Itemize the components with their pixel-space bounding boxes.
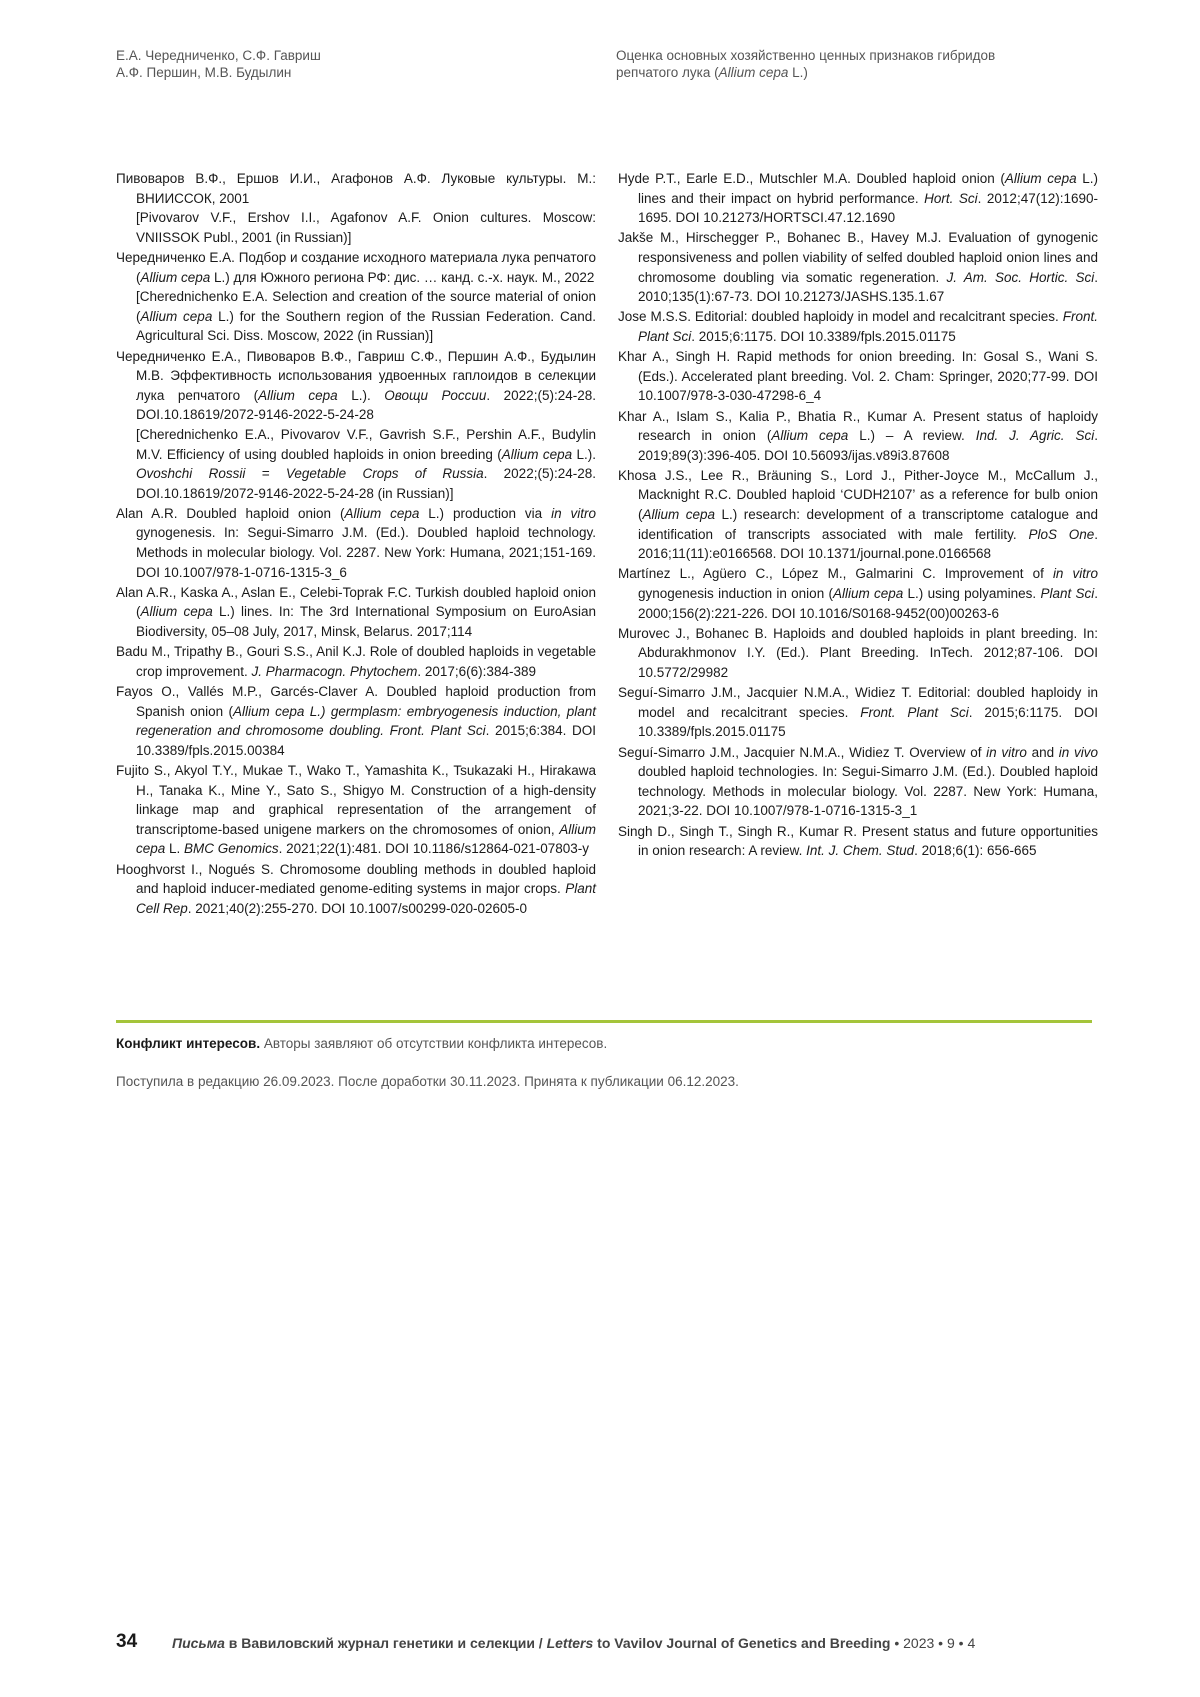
italic-text-segment: Ovoshchi Rossii = Vegetable Crops of Russia: [136, 466, 484, 482]
italic-text-segment: Allium cepa: [771, 428, 849, 444]
text-segment: . 2019;89(3):396-405. DOI 10.56093/ijas.v89i3.87608: [638, 428, 1098, 463]
reference-text: [618, 822, 1098, 861]
journal-name-segment: в Вавиловский журнал генетики и селекции /: [224, 1635, 547, 1651]
italic-text-segment: Allium cepa: [832, 586, 904, 602]
reference-text: [618, 683, 1098, 742]
text-segment: Fayos O., Vallés M.P., Garcés-Claver A. Doubled haploid production from Spanish onion (: [116, 684, 596, 719]
reference-entry: [116, 682, 596, 760]
italic-text-segment: Allium cepa: [136, 821, 596, 857]
reference-entry: [116, 761, 596, 859]
text-segment: and: [1026, 744, 1059, 760]
text-segment: Jakše M., Hirschegger P., Bohanec B., Havey M.J. Evaluation of gynogenic responsiveness and pollen viability of selfed doubled haploid onion lines and chromosome doubling via somatic regeneration.: [618, 230, 1098, 285]
journal-name-segment: Письма: [172, 1635, 225, 1651]
reference-entry: [618, 228, 1098, 306]
text-segment: . 2021;40(2):255-270. DOI 10.1007/s00299-020-02605-0: [187, 900, 528, 916]
italic-text-segment: Allium cepa: [140, 269, 211, 285]
text-segment: Чередниченко Е.А. Подбор и создание исходного материала лука репчатого (: [116, 249, 596, 285]
journal-name-segment: Letters: [546, 1635, 594, 1651]
text-segment: Khar A., Islam S., Kalia P., Bhatia R., Kumar A. Present status of haploidy research in onion (: [618, 408, 1098, 444]
italic-text-segment: Front. Plant Sci: [638, 309, 1098, 344]
text-segment: L.) – A review.: [848, 428, 976, 444]
conflict-of-interest: [116, 1034, 1092, 1053]
text-segment: репчатого лука (: [616, 65, 719, 80]
received-dates: Поступила в редакцию 26.09.2023. После доработки 30.11.2023. Принята к публикации 06.12.2023.: [116, 1074, 739, 1089]
text-segment: . 2018;6(1): 656-665: [914, 843, 1037, 859]
italic-text-segment: Овощи России: [384, 387, 487, 403]
text-segment: L.).: [337, 387, 385, 403]
text-segment: [Pivovarov V.F., Ershov I.I., Agafonov A.F. Onion cultures. Moscow: VNIISSOK Publ., 2001 (in Russian)]: [136, 210, 596, 245]
text-segment: . 2017;6(6):384-389: [417, 663, 536, 679]
reference-entry: [618, 624, 1098, 683]
reference-translation: [136, 208, 596, 247]
text-segment: Khar A., Singh H. Rapid methods for onion breeding. In: Gosal S., Wani S. (Eds.). Accelerated plant breeding. Vol. 2. Cham: Springer, 2020;77-99. DOI 10.1007/978-3-030-47298-6_4: [618, 349, 1098, 404]
italic-text-segment: BMC Genomics: [184, 841, 279, 857]
references-left-column: [116, 169, 596, 919]
reference-text: [618, 564, 1099, 623]
text-segment: Hyde P.T., Earle E.D., Mutschler M.A. Doubled haploid onion (: [618, 171, 1005, 186]
reference-text: [116, 583, 597, 642]
references-right-column: [618, 169, 1098, 861]
reference-entry: [116, 504, 596, 582]
header-authors-line: А.Ф. Першин, М.В. Будылин: [116, 65, 292, 80]
text-segment: gynogenesis. In: Segui-Simarro J.M. (Ed.). Doubled haploid technology. Methods in molecular biology. Vol. 2287. New York: Humana, 2021;151-169. DOI 10.1007/978-1-0716-1315-3_6: [136, 525, 596, 580]
text-segment: Оценка основных хозяйственно ценных признаков гибридов: [616, 48, 996, 63]
text-segment: Fujito S., Akyol T.Y., Mukae T., Wako T., Yamashita K., Tsukazaki H., Hirakawa H., Tanaka K., Mine Y., Sato S., Shigyo M. Construction of a high-density linkage map and graphical representation of the arrangement of transcriptome-based unigene markers on the chromosomes of onion,: [116, 762, 596, 837]
conflict-label: Конфликт интересов.: [116, 1036, 261, 1051]
text-segment: Badu M., Tripathy B., Gouri S.S., Anil K.J. Role of doubled haploids in vegetable crop improvement.: [116, 644, 596, 679]
italic-text-segment: in vitro: [986, 744, 1027, 760]
reference-text: [116, 248, 596, 287]
header-article-title: [616, 47, 1092, 81]
text-segment: L.) for the Southern region of the Russian Federation. Cand. Agricultural Sci. Diss. Moscow, 2022 (in Russian)]: [136, 308, 596, 344]
italic-text-segment: PloS One: [1028, 526, 1095, 542]
page-number: 34: [116, 1631, 138, 1652]
reference-text: [618, 466, 1098, 564]
reference-entry: [618, 407, 1098, 466]
text-segment: Murovec J., Bohanec B. Haploids and doubled haploids in plant breeding. In: Abdurakhmonov I.Y. (Ed.). Plant Breeding. InTech. 2012;87-106. DOI 10.5772/29982: [618, 625, 1098, 680]
text-segment: L.): [788, 65, 808, 80]
text-segment: Singh D., Singh T., Singh R., Kumar R. Present status and future opportunities in onion research: A review.: [618, 823, 1098, 859]
text-segment: . 2015;6:384. DOI 10.3389/fpls.2015.00384: [136, 723, 596, 758]
reference-entry: [116, 860, 596, 919]
italic-text-segment: J. Pharmacogn. Phytochem: [251, 663, 418, 679]
italic-text-segment: Ind. J. Agric. Sci: [975, 428, 1095, 444]
reference-text: [618, 347, 1098, 406]
text-segment: . 2015;6:1175. DOI 10.3389/fpls.2015.01175: [638, 704, 1098, 740]
reference-entry: [618, 347, 1098, 406]
text-segment: L.).: [572, 446, 596, 462]
reference-text: [116, 347, 596, 425]
text-segment: [Cherednichenko E.A., Pivovarov V.F., Gavrish S.F., Pershin A.F., Budylin M.V. Efficiency of using doubled haploids in onion breeding (: [136, 426, 596, 462]
italic-text-segment: in vitro: [1052, 566, 1099, 582]
text-segment: Hooghvorst I., Nogués S. Chromosome doubling methods in doubled haploid and haploid inducer-mediated genome-editing systems in major crops.: [116, 861, 596, 897]
header-authors: [116, 47, 596, 81]
italic-text-segment: Allium cepa: [718, 65, 789, 80]
text-segment: . 2022;(5):24-28. DOI.10.18619/2072-9146-2022-5-24-28: [136, 387, 596, 423]
italic-text-segment: Allium cepa: [258, 387, 338, 403]
conflict-text: Авторы заявляют об отсутствии конфликта интересов.: [260, 1036, 608, 1051]
text-segment: L.) production via: [419, 505, 552, 521]
text-segment: Пивоваров В.Ф., Ершов И.И., Агафонов А.Ф. Луковые культуры. М.: ВНИИССОК, 2001: [116, 171, 596, 206]
reference-text: [116, 504, 597, 582]
reference-entry: [618, 466, 1098, 564]
text-segment: . 2015;6:1175. DOI 10.3389/fpls.2015.01175: [691, 328, 956, 344]
italic-text-segment: Front. Plant Sci: [860, 704, 969, 720]
header-title-line: [616, 64, 1092, 81]
reference-text: [116, 169, 596, 208]
reference-entry: [116, 583, 596, 642]
italic-text-segment: Plant Cell Rep: [136, 881, 596, 916]
text-segment: Martínez L., Agüero C., López M., Galmarini C. Improvement of: [618, 566, 1053, 582]
text-segment: . 2021;22(1):481. DOI 10.1186/s12864-021-07803-y: [278, 841, 590, 857]
reference-entry: [618, 307, 1098, 346]
text-segment: Seguí-Simarro J.M., Jacquier N.M.A., Widiez T. Overview of: [618, 744, 987, 760]
reference-entry: [618, 743, 1098, 821]
text-segment: Jose M.S.S. Editorial: doubled haploidy in model and recalcitrant species.: [618, 309, 1063, 325]
italic-text-segment: Allium cepa L.) germplasm: embryogenesis induction, plant regeneration and chromosome doubling. Front. Plant Sci: [136, 703, 596, 739]
italic-text-segment: Allium cepa: [1004, 171, 1077, 186]
reference-entry: [116, 347, 596, 504]
reference-entry: [618, 683, 1098, 742]
italic-text-segment: Int. J. Chem. Stud: [806, 843, 915, 859]
italic-text-segment: Allium cepa: [344, 505, 420, 521]
text-segment: doubled haploid technologies. In: Segui-Simarro J.M. (Ed.). Doubled haploid technology. Methods in molecular biology. Vol. 2287. New York: Humana, 2021;3-22. DOI 10.1007/978-1-0716-1315-3_1: [638, 764, 1098, 819]
text-segment: L.) research: development of a transcriptome catalogue and identification of transcripts associated with male fertility.: [638, 507, 1098, 542]
text-segment: Alan A.R., Kaska A., Aslan E., Celebi-Toprak F.C. Turkish doubled haploid onion (: [116, 584, 596, 620]
text-segment: Чередниченко Е.А., Пивоваров В.Ф., Гавриш С.Ф., Першин А.Ф., Будылин М.В. Эффективность использования удвоенных гаплоидов в селекции лука репчатого (: [116, 348, 596, 403]
italic-text-segment: in vitro: [551, 505, 597, 521]
text-segment: . 2010;135(1):67-73. DOI 10.21273/JASHS.135.1.67: [638, 269, 1098, 305]
text-segment: . 2000;156(2):221-226. DOI 10.1016/S0168-9452(00)00263-6: [638, 586, 1098, 621]
reference-entry: [116, 642, 596, 681]
reference-translation: [136, 287, 596, 346]
journal-name-segment: • 2023 • 9 • 4: [890, 1635, 976, 1651]
reference-text: [116, 761, 596, 859]
reference-text: [116, 860, 596, 919]
italic-text-segment: Allium cepa: [140, 308, 213, 324]
reference-entry: [618, 564, 1098, 623]
text-segment: L.) using polyamines.: [903, 586, 1041, 602]
italic-text-segment: Hort. Sci: [924, 190, 978, 206]
reference-entry: [618, 169, 1098, 228]
text-segment: Khosa J.S., Lee R., Bräuning S., Lord J., Pither-Joyce M., McCallum J., Macknight R.C. Doubled haploid ‘CUDH2107’ as a reference for bulb onion (: [618, 467, 1098, 523]
journal-name: [172, 1634, 975, 1652]
italic-text-segment: Allium cepa: [140, 604, 213, 620]
journal-name-segment: to Vavilov Journal of Genetics and Breeding: [593, 1635, 891, 1651]
reference-entry: [116, 248, 596, 346]
text-segment: [Cherednichenko E.A. Selection and creation of the source material of onion (: [136, 289, 596, 324]
reference-text: [618, 743, 1099, 821]
italic-text-segment: J. Am. Soc. Hortic. Sci: [946, 269, 1095, 285]
section-divider: [116, 1020, 1092, 1023]
reference-entry: [618, 822, 1098, 861]
text-segment: L.) lines and their impact on hybrid performance.: [638, 171, 1099, 206]
reference-text: [618, 228, 1098, 306]
italic-text-segment: Plant Sci: [1040, 586, 1095, 602]
reference-translation: [136, 425, 596, 503]
header-title-line: [616, 47, 1092, 64]
header-authors-line: Е.А. Чередниченко, С.Ф. Гавриш: [116, 48, 321, 63]
reference-entry: [116, 169, 596, 247]
reference-text: [116, 682, 596, 760]
text-segment: L.) lines. In: The 3rd International Symposium on EuroAsian Biodiversity, 05–08 July, 2017, Minsk, Belarus. 2017;114: [136, 604, 597, 640]
page-footer: [116, 1630, 1092, 1654]
reference-text: [116, 642, 596, 681]
text-segment: . 2012;47(12):1690-1695. DOI 10.21273/HORTSCI.47.12.1690: [638, 190, 1098, 226]
italic-text-segment: Allium cepa: [642, 507, 716, 523]
text-segment: Alan A.R. Doubled haploid onion (: [116, 505, 345, 521]
reference-text: [618, 624, 1098, 683]
text-segment: . 2016;11(11):e0166568. DOI 10.1371/journal.pone.0166568: [638, 526, 1098, 562]
text-segment: gynogenesis induction in onion (: [638, 586, 833, 602]
italic-text-segment: in vivo: [1058, 744, 1099, 760]
italic-text-segment: Allium cepa: [501, 446, 573, 462]
text-segment: L.: [165, 841, 185, 857]
reference-text: [618, 407, 1098, 466]
reference-text: [618, 307, 1098, 346]
reference-text: [618, 169, 1099, 228]
text-segment: Seguí-Simarro J.M., Jacquier N.M.A., Widiez T. Editorial: doubled haploidy in model and recalcitrant species.: [618, 685, 1098, 720]
text-segment: L.) для Южного региона РФ: дис. … канд. с.-х. наук. М., 2022: [210, 269, 595, 285]
text-segment: . 2022;(5):24-28. DOI.10.18619/2072-9146-2022-5-24-28 (in Russian)]: [136, 466, 596, 501]
